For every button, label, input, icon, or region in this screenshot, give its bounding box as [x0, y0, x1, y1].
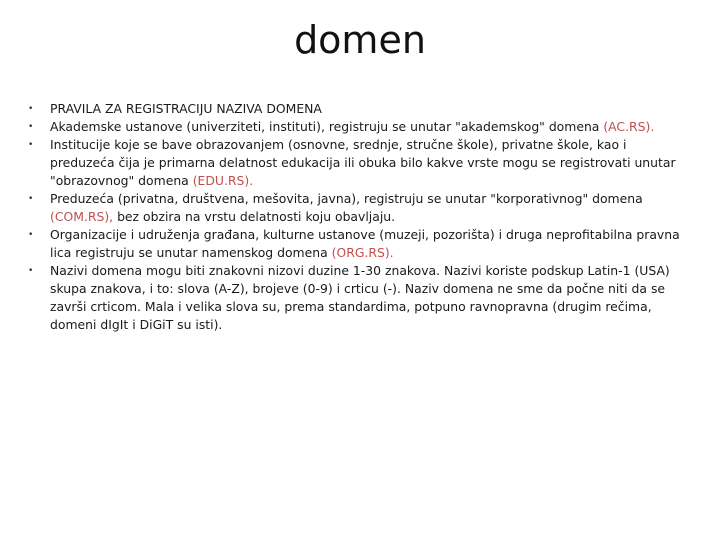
bullet-text: Preduzeća (privatna, društvena, mešovita, javna), registruju se unutar "korporativnog" domena [50, 191, 643, 206]
bullet-item-naming-rules [28, 262, 688, 334]
domain-tag-edu: (EDU.RS). [192, 173, 254, 188]
domain-tag-com: (COM.RS), [50, 209, 114, 224]
bullet-dot-icon: • [28, 140, 34, 150]
bullet-text-continued: bez obzira na vrstu delatnosti koju obavljaju. [113, 209, 396, 224]
bullet-dot-icon: • [28, 194, 34, 204]
bullet-dot-icon: • [28, 266, 34, 276]
bullet-text: Organizacije i udruženja građana, kulturne ustanove (muzeji, pozorišta) i druga neprofitabilna pravna lica registruju se unutar namenskog domena [50, 227, 680, 260]
bullet-item-nonprofit [28, 226, 688, 262]
bullet-item-academic [28, 118, 688, 136]
bullet-list [28, 100, 688, 334]
slide-title: domen [294, 18, 426, 62]
bullet-item-corporate [28, 190, 688, 226]
bullet-text: PRAVILA ZA REGISTRACIJU NAZIVA DOMENA [50, 101, 322, 116]
bullet-text: Akademske ustanove (univerziteti, instituti), registruju se unutar "akademskog" domena [50, 119, 604, 134]
bullet-text: Nazivi domena mogu biti znakovni nizovi duzine 1-30 znakova. Nazivi koriste podskup Latin-1 (USA) skupa znakova, i to: slova (A-Z), brojeve (0-9) i crticu (-). Naziv domena ne sme da počne niti da se završi crticom. Mala i velika slova su, prema standardima, potpuno ravnopravna (drugim rečima, domeni dIgIt i DiGiT su isti). [50, 263, 670, 332]
bullet-text: Institucije koje se bave obrazovanjem (osnovne, srednje, stručne škole), privatne škole, kao i preduzeća čija je primarna delatnost edukacija ili obuka bilo kakve vrste mogu se registrovati unutar "obrazovnog" domena [50, 137, 676, 188]
bullet-item-registration-rules [28, 100, 688, 118]
bullet-dot-icon: • [28, 104, 34, 114]
bullet-item-education [28, 136, 688, 190]
bullet-dot-icon: • [28, 122, 34, 132]
bullet-dot-icon: • [28, 230, 34, 240]
domain-tag-ac: (AC.RS). [603, 119, 655, 134]
domain-tag-org: (ORG.RS). [331, 245, 394, 260]
